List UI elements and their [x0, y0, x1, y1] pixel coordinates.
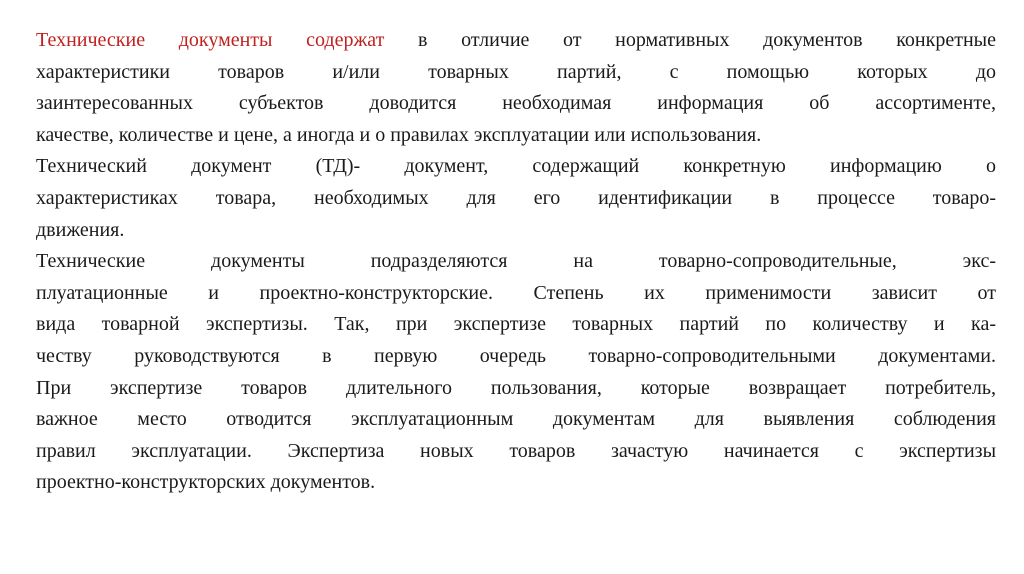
text-line: Технические документы подразделяются на товарно-сопроводительные, экс-: [36, 250, 996, 273]
text-line: важное место отводится эксплуатационным документам для выявления соблюдения: [36, 408, 996, 431]
text-line: честву руководствуются в первую очередь товарно-сопроводительными документами.: [36, 344, 996, 367]
text-line: При экспертизе товаров длительного пользования, которые возвращает потребитель,: [36, 376, 996, 399]
text-line: Технический документ (ТД)- документ, содержащий конкретную информацию о: [36, 155, 996, 178]
text-line: характеристиках товара, необходимых для его идентификации в процессе товаро-: [36, 186, 996, 209]
text-line: движения.: [36, 218, 125, 241]
paragraph-document-types: [36, 246, 996, 499]
text-line: характеристики товаров и/или товарных партий, с помощью которых до: [36, 60, 996, 83]
paragraph-td-definition: [36, 151, 996, 246]
text-line: заинтересованных субъектов доводится необходимая информация об ассортименте,: [36, 92, 996, 115]
paragraph-definition-intro: [36, 25, 996, 151]
text-line: качестве, количестве и цене, а иногда и о правилах эксплуатации или использования.: [36, 123, 762, 146]
text-line: Технические документы содержат в отличие от нормативных документов конкретные: [36, 29, 996, 51]
text-line: проектно-конструкторских документов.: [36, 471, 376, 494]
highlighted-term: Технические документы содержат: [36, 29, 385, 51]
text-line: правил эксплуатации. Экспертиза новых товаров зачастую начинается с экспертизы: [36, 439, 996, 462]
text-line: плуатационные и проектно-конструкторские. Степень их применимости зависит от: [36, 281, 996, 304]
text-line: вида товарной экспертизы. Так, при экспертизе товарных партий по количеству и ка-: [36, 313, 996, 336]
